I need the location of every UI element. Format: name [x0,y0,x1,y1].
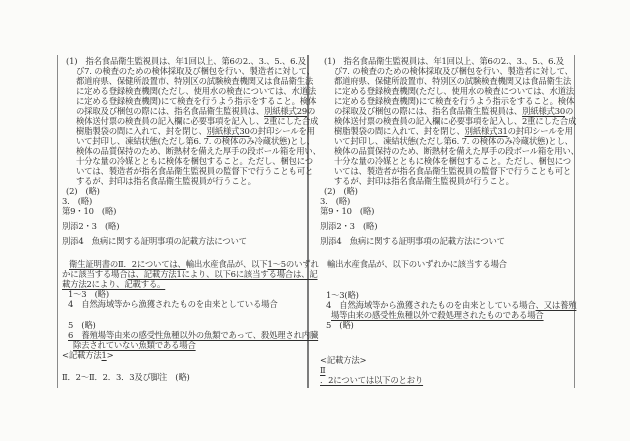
text-line [60,196,306,206]
text-line [60,186,306,196]
comparison-column-left [60,56,321,382]
text-run: 樹脂製袋の間に入れて、封を閉じ、 [76,126,207,136]
text-run: 1～3 (略) [68,289,109,299]
text-run: (1) 指名食品衛生監視員は、年1回以上、第6の2.、3.、5.、6.及 [66,56,306,66]
text-run: するが、封印は指名食品衛生監視員が行うこと。 [334,176,514,186]
text-line [60,350,306,360]
text-run: 検体の品質保持のため、断熱材を備えた厚手の段ボール箱を用い、 [334,146,579,156]
text-line [318,186,574,196]
text-line [318,126,574,136]
text-run: 別添4 魚病に関する証明事項の記載方法について [62,236,247,246]
text-run: 検体送付票の検査員の記入欄に必要事項を記入し、2重にした合成 [334,116,577,126]
underlined-text: 、又は養殖 [535,300,577,310]
text-line [60,166,314,176]
text-line [60,340,306,350]
text-line [318,116,577,126]
table-border-right [574,55,575,388]
text-run: (1) 指名食品衛生監視員は、年1回以上、第6の2.、3.、5.、6.及 [324,56,564,66]
text-run: 別添2・3 (略) [320,221,378,231]
text-run: 十分な量の冷媒とともに検体を梱包すること。ただし、梱包につ [334,156,571,166]
text-line [60,136,315,146]
text-run: の封印シールを用 [507,126,573,136]
text-run: 検体の品質保持のため、断熱材を備えた厚手の段ボール箱を用い、 [76,146,321,156]
text-line [318,206,574,216]
text-line [60,56,306,66]
text-line [318,196,574,206]
text-line [60,320,306,330]
text-run: 第9・10 (略) [320,206,375,216]
text-run: に定める登録検査機関)にて検査を行うよう指示をすること。検体 [76,96,317,106]
text-run: 輸出水産食品が、以下 [185,259,268,269]
text-line [318,365,574,375]
text-run: 5 (略) [68,320,96,330]
text-line [318,56,574,66]
text-line [60,86,316,96]
text-run: 別添4 魚病に関する証明事項の記載方法について [320,236,505,246]
text-line [318,66,574,76]
underlined-text: 別紙様式30 [522,106,565,116]
text-line [318,76,574,86]
text-line [60,116,319,126]
text-run: の [307,106,316,116]
text-run: の採取及び梱包の際には、指名食品衛生監視員は、 [334,106,523,116]
text-line [318,106,574,116]
text-line [60,289,306,299]
text-line [60,96,317,106]
underlined-text: 衛生証明書のⅡ．2については、 [69,259,186,269]
text-line [60,372,306,382]
text-run: 都道府県、保健所設置市、特別区の試験検査機関又は食品衛生法 [76,76,314,86]
text-run: 3. (略) [62,196,93,206]
text-run: のいずれ [285,259,319,269]
text-run: <記載方法> [320,355,367,365]
text-run: Ⅱ．2～Ⅱ．2．3．3及び脚注 (略) [62,372,190,382]
text-run: (2) (略) [324,186,358,196]
text-run: <記載方法 [62,350,102,360]
text-run: 樹脂製袋の間に入れて、封を閉じ、 [334,126,465,136]
text-run: (2) (略) [66,186,100,196]
text-line [318,156,574,166]
text-line [60,76,314,86]
underlined-text: は、記載方法1により、以下6に該当する場合は、記 [127,269,318,279]
text-line [318,310,574,320]
text-run: するが、封印は指名食品衛生監視員が行うこと。 [76,176,256,186]
text-line [318,96,574,106]
text-run: に定める登録検査機関(ただし、使用水の検査については、水道法 [334,86,574,96]
text-run: び7. の検査のための検体採取及び梱包を行い、製造者に対して、 [334,66,573,76]
underlined-text: 場等由来の感受性魚種以外で殺処理されたものである場合 [331,310,544,320]
text-run: いて封印し、凍結状態(ただし第6. 7. の検体のみ冷蔵状態)とし、 [334,136,573,146]
text-run: いて封印し、凍結状態(ただし第6. 7. の検体のみ冷蔵状態)とし、 [76,136,315,146]
text-run: 別添2・3 (略) [62,221,120,231]
text-run: の [565,106,574,116]
underlined-text: 別紙様式31 [464,126,508,136]
text-line [318,300,577,310]
underlined-text: Ⅱ [320,365,326,375]
text-run: 検体送付票の検査員の記入欄に必要事項を記入し、2重にした合成 [76,116,319,126]
text-line [60,146,321,156]
text-line [318,176,574,186]
text-line [318,136,574,146]
text-line [60,156,313,166]
text-line [318,355,574,365]
text-line [60,106,316,116]
text-line [60,206,306,216]
text-run: 3. (略) [320,196,351,206]
text-line [60,126,315,136]
text-line [318,146,579,156]
text-run: に定める登録検査機関)にて検査を行うよう指示をすること。検体 [334,96,575,106]
text-run: び7. の検査のための検体採取及び梱包を行い、製造者に対して、 [76,66,315,76]
text-line [318,290,574,300]
underlined-text: 1～5 [267,259,286,269]
underlined-text: 6 養殖場等由来の感受性魚種以外の魚類であって、殺処理され内臓 [68,330,319,340]
text-line [318,236,574,246]
text-line [318,375,574,385]
text-run: 4 自然海域等から漁獲されたものを由来としている場合 [68,299,278,309]
underlined-text: 載方法2により、記載する。 [62,279,166,289]
comparison-column-right [318,56,579,385]
text-run: の採取及び梱包の際には、指名食品衛生監視員は、 [76,106,265,116]
table-border-left [57,55,58,388]
text-line [318,221,574,231]
underlined-text: 1 [101,350,107,360]
text-line [60,221,306,231]
underlined-text: ．2については以下のとおり [320,375,424,385]
text-run: 都道府県、保健所設置市、特別区の試験検査機関又は食品衛生法 [334,76,572,86]
underlined-text: 除去されていない魚類である場合 [73,340,196,350]
text-line [60,259,319,269]
text-line [60,66,315,76]
text-line [60,236,306,246]
text-line [60,269,318,279]
text-run: いては、製造者が指名食品衛生監視員の監督下で行うことも可と [76,166,314,176]
text-line [318,320,574,330]
underlined-text: 別紙様式30 [206,126,250,136]
text-run: に定める登録検査機関(ただし、使用水の検査については、水道法 [76,86,316,96]
underlined-text: 別紙様式29 [264,106,307,116]
text-line [318,86,574,96]
text-line [60,279,306,289]
text-run: 5 (略) [326,320,354,330]
text-run: 輸出水産食品が、以下のいずれかに該当する場合 [327,259,507,269]
text-run: かに該当する場合 [62,269,128,279]
text-run: 4 自然海域等から漁獲されたものを由来としている場合 [326,300,536,310]
text-run: 1～3(略) [326,290,359,300]
text-line [318,166,574,176]
text-run: の封印シールを用 [249,126,315,136]
text-line [60,330,319,340]
text-line [60,176,306,186]
text-run: 第9・10 (略) [62,206,117,216]
text-run: > [106,350,114,360]
text-line [318,259,574,269]
text-run: いては、製造者が指名食品衛生監視員の監督下で行うことも可と [334,166,572,176]
text-line [60,299,306,309]
text-run: 十分な量の冷媒とともに検体を梱包すること。ただし、梱包につ [76,156,313,166]
